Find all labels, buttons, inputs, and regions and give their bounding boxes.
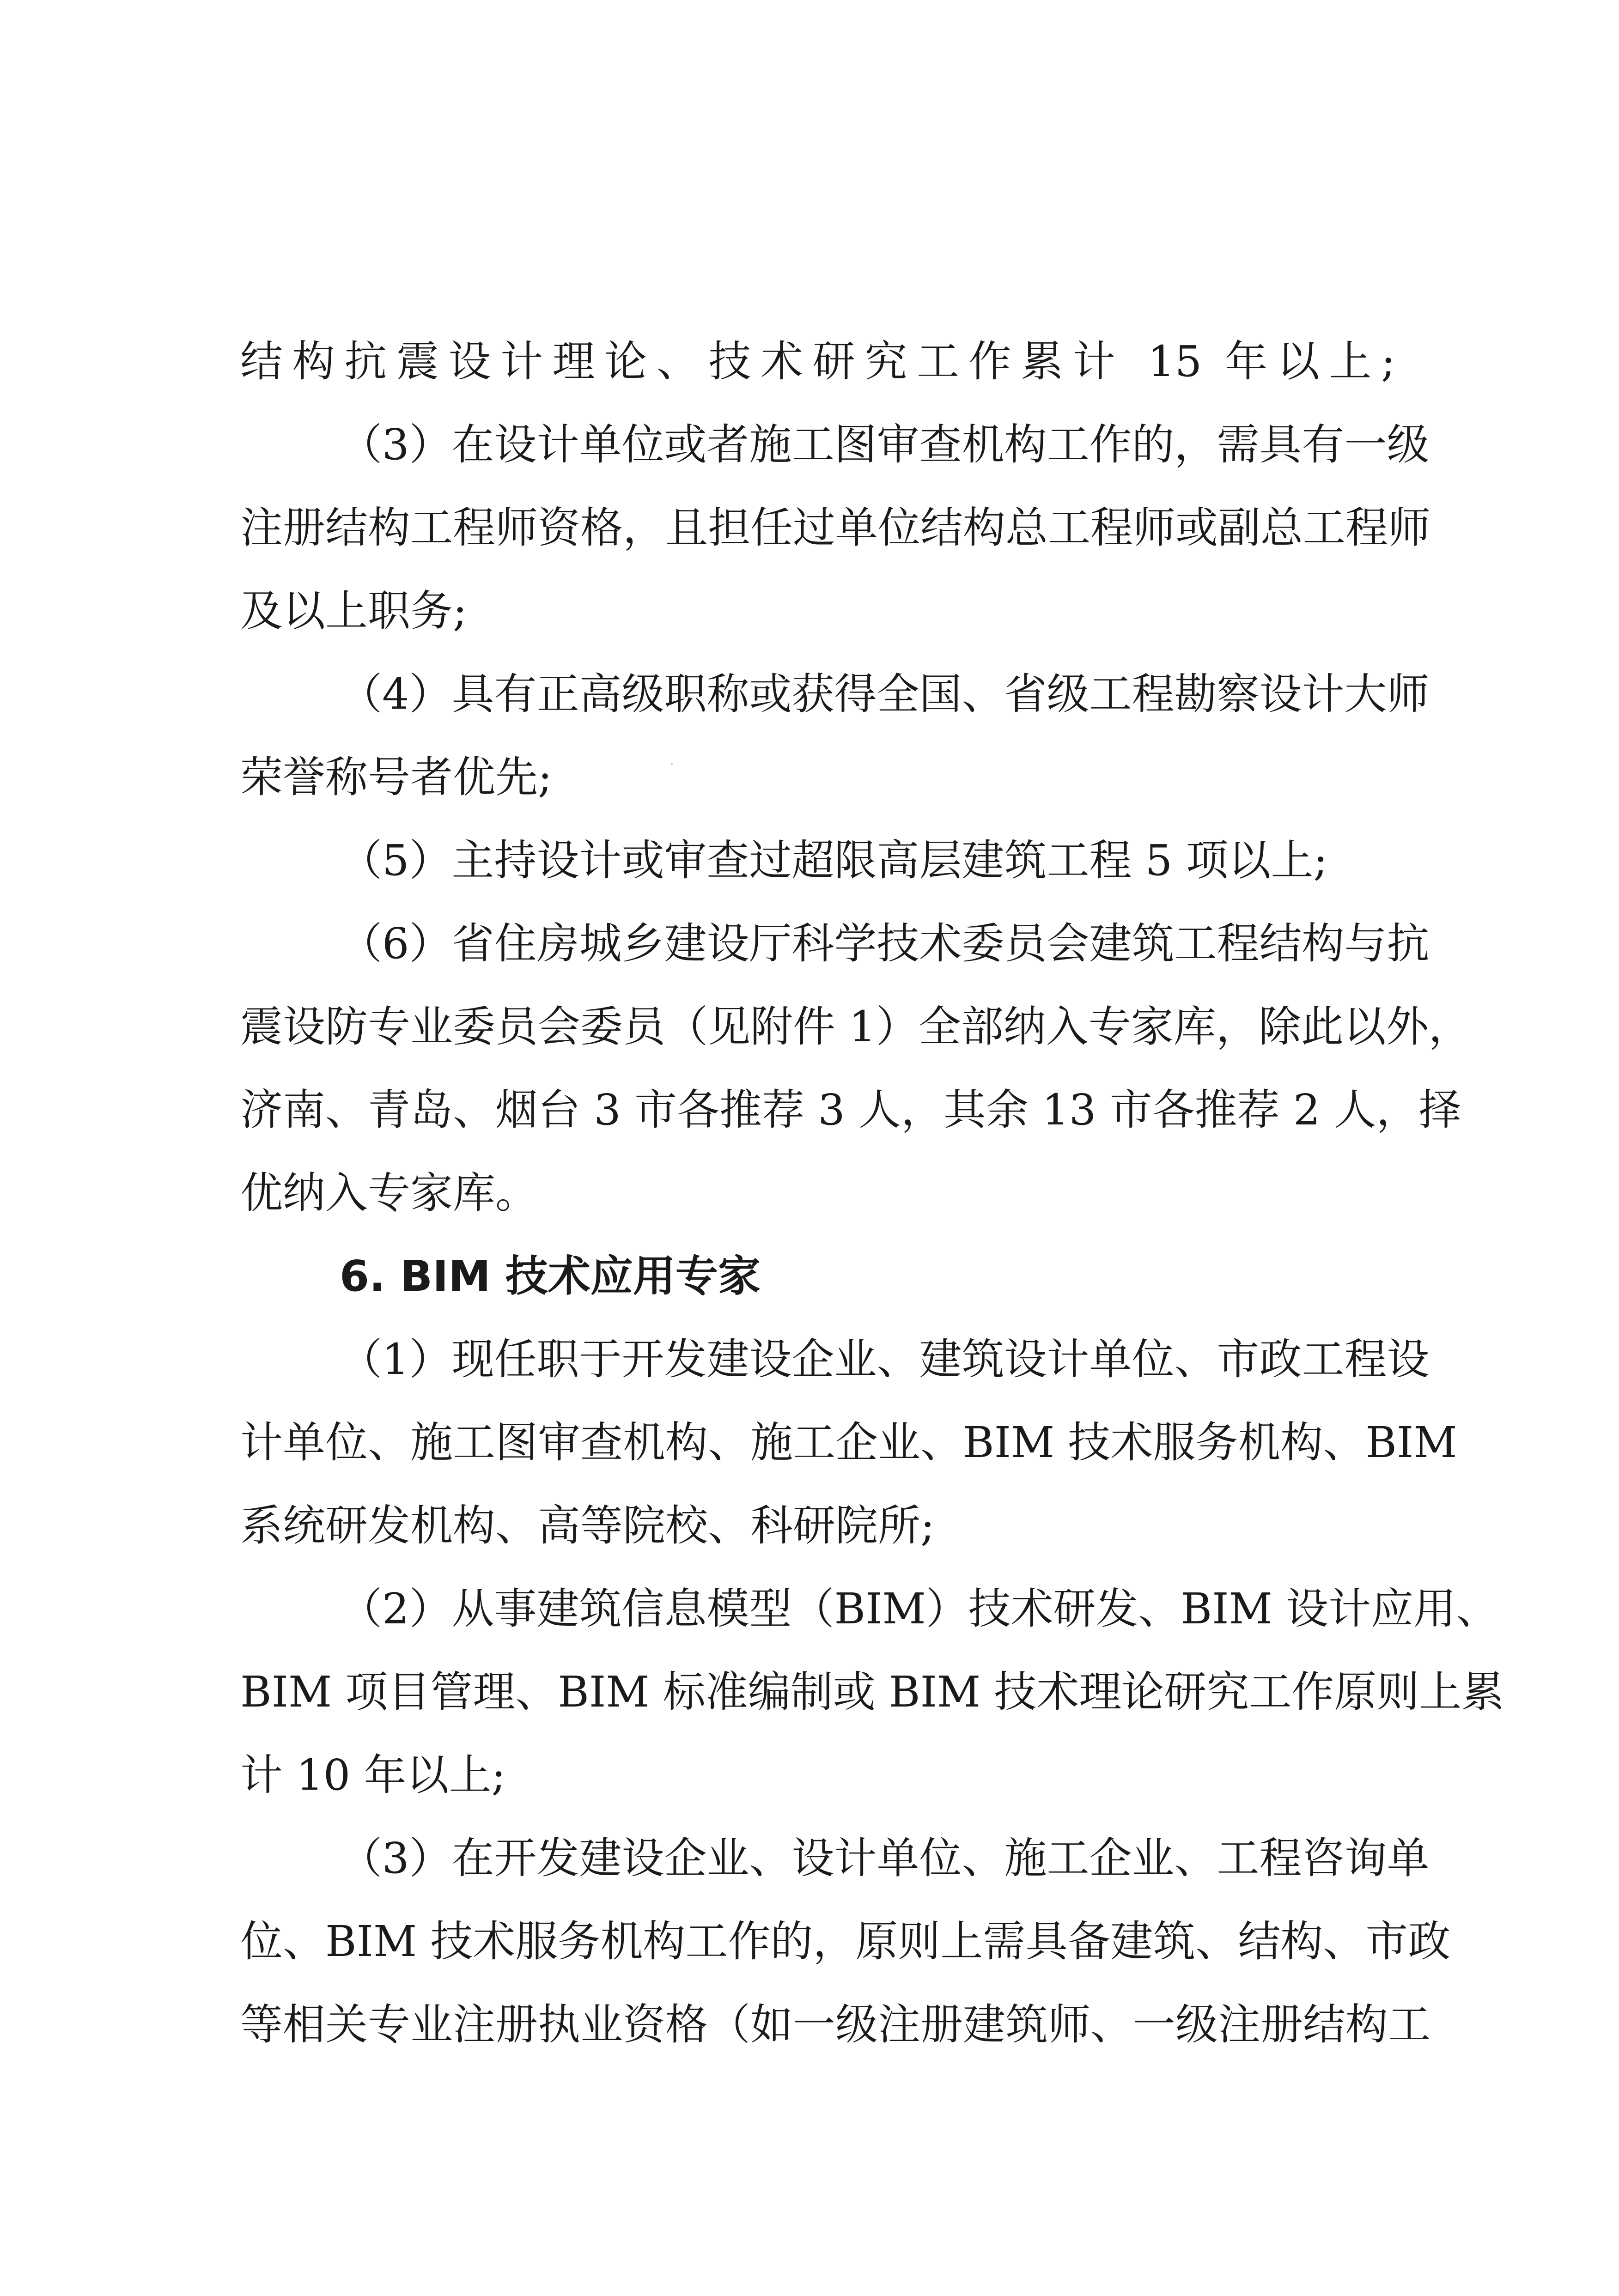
text-line: 济南、青岛、烟台 3 市各推荐 3 人，其余 13 市各推荐 2 人，择 bbox=[240, 1085, 1461, 1135]
text-line: 震设防专业委员会委员（见附件 1）全部纳入专家库，除此以外， bbox=[240, 1002, 1471, 1051]
list-item-5-line: （5）主持设计或审查过超限高层建筑工程 5 项以上; bbox=[340, 836, 1328, 885]
section-heading: 6. BIM 技术应用专家 bbox=[340, 1251, 761, 1301]
list-item-3-line: （3）在开发建设企业、设计单位、施工企业、工程咨询单 bbox=[340, 1834, 1430, 1883]
text-line: 等相关专业注册执业资格（如一级注册建筑师、一级注册结构工 bbox=[240, 2000, 1431, 2049]
text-line: BIM 项目管理、BIM 标准编制或 BIM 技术理论研究工作原则上累 bbox=[240, 1667, 1504, 1717]
text-line: 系统研发机构、高等院校、科研院所; bbox=[240, 1501, 935, 1550]
text-line: 位、BIM 技术服务机构工作的，原则上需具备建筑、结构、市政 bbox=[240, 1917, 1451, 1966]
list-item-3-line: （3）在设计单位或者施工图审查机构工作的，需具有一级 bbox=[340, 420, 1430, 469]
scan-speck bbox=[671, 763, 673, 765]
list-item-1-line: （1）现任职于开发建设企业、建筑设计单位、市政工程设 bbox=[340, 1335, 1430, 1384]
text-line: 注册结构工程师资格，且担任过单位结构总工程师或副总工程师 bbox=[240, 503, 1431, 553]
text-line: 计 10 年以上; bbox=[240, 1750, 506, 1800]
text-line: 荣誉称号者优先; bbox=[240, 753, 552, 802]
text-line: 及以上职务; bbox=[240, 586, 467, 636]
list-item-4-line: （4）具有正高级职称或获得全国、省级工程勘察设计大师 bbox=[340, 669, 1430, 719]
list-item-6-line: （6）省住房城乡建设厅科学技术委员会建筑工程结构与抗 bbox=[340, 919, 1430, 968]
list-item-2-line: （2）从事建筑信息模型（BIM）技术研发、BIM 设计应用、 bbox=[340, 1584, 1499, 1634]
text-line: 结构抗震设计理论、技术研究工作累计 15 年以上; bbox=[240, 337, 1395, 386]
text-line: 计单位、施工图审查机构、施工企业、BIM 技术服务机构、BIM bbox=[240, 1418, 1457, 1467]
text-line: 优纳入专家库。 bbox=[240, 1168, 538, 1218]
